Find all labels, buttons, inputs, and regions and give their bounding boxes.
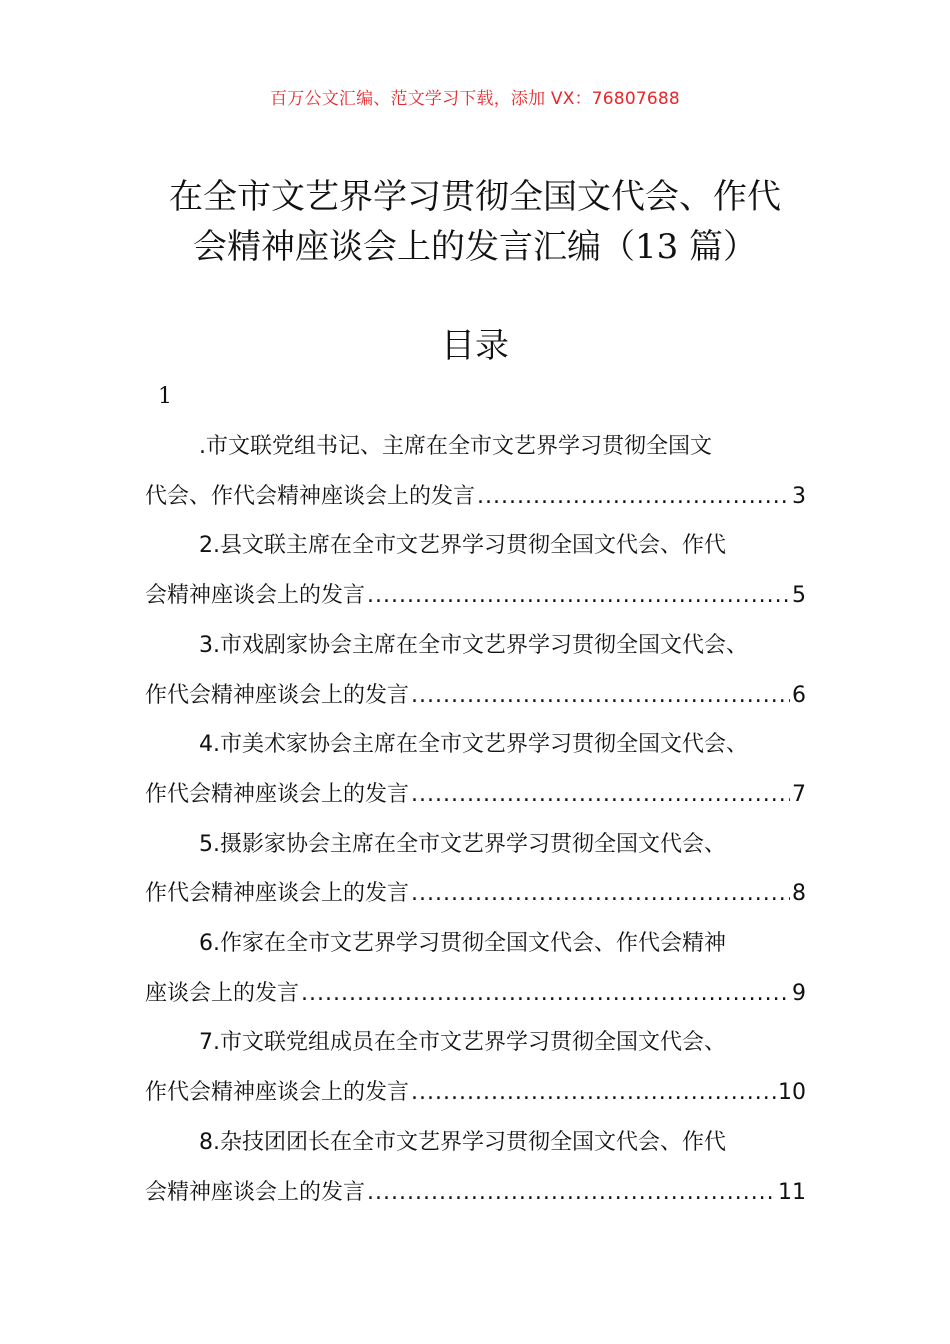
toc-page-number: 11: [778, 1179, 806, 1205]
toc-entry-title-cont: 会精神座谈会上的发言: [145, 1179, 366, 1205]
toc-leader-dots: [411, 671, 790, 721]
toc-entry-1[interactable]: [145, 422, 806, 521]
toc-entry-7[interactable]: [145, 1018, 806, 1117]
toc-entry-title: 3.市戏剧家协会主席在全市文艺界学习贯彻全国文代会、: [199, 632, 748, 658]
header-banner: 百万公文汇编、范文学习下载，添加 VX：76807688: [270, 89, 680, 109]
toc-entry-title-cont: 作代会精神座谈会上的发言: [145, 781, 410, 807]
toc-leader-dots: [411, 1068, 776, 1118]
toc-leader-dots: [411, 869, 790, 919]
toc-page-number: 10: [778, 1080, 806, 1106]
toc-entry-title-cont: 作代会精神座谈会上的发言: [145, 881, 410, 907]
title-count: 13: [634, 227, 679, 267]
toc-entry-title: .市文联党组书记、主席在全市文艺界学习贯彻全国文: [199, 434, 712, 459]
toc-heading: 目录: [441, 326, 509, 366]
toc-leader-dots: [367, 1168, 776, 1218]
toc-entry-title-cont: 代会、作代会精神座谈会上的发言: [145, 483, 476, 509]
toc-entry-title-cont: 作代会精神座谈会上的发言: [145, 682, 410, 708]
document-title: [120, 172, 830, 272]
toc-entry-title: 6.作家在全市文艺界学习贯彻全国文代会、作代会精神: [199, 931, 726, 957]
title-line-2: [120, 222, 830, 272]
toc-entry-6[interactable]: [145, 919, 806, 1018]
title-line-2-prefix: 会精神座谈会上的发言汇编（: [192, 227, 635, 267]
toc-entry-title-cont: 座谈会上的发言: [145, 980, 300, 1006]
toc-page-number: 8: [792, 881, 806, 907]
toc-leader-dots: [477, 472, 790, 522]
title-line-1: 在全市文艺界学习贯彻全国文代会、作代: [169, 177, 781, 217]
toc-leader-dots: [301, 969, 790, 1019]
toc-entry-title-cont: 作代会精神座谈会上的发言: [145, 1080, 410, 1106]
toc-page-number: 9: [792, 980, 806, 1006]
toc-entry-3[interactable]: [145, 621, 806, 720]
toc-page-number: 5: [792, 583, 806, 609]
title-line-2-suffix: 篇）: [678, 227, 758, 267]
toc-entry-title: 4.市美术家协会主席在全市文艺界学习贯彻全国文代会、: [199, 732, 748, 758]
toc-entry-title: 5.摄影家协会主席在全市文艺界学习贯彻全国文代会、: [199, 831, 726, 857]
toc-entry-title-cont: 会精神座谈会上的发言: [145, 583, 366, 609]
toc-stray-number: 1: [158, 384, 172, 409]
toc-entry-2[interactable]: [145, 521, 806, 620]
table-of-contents: [145, 422, 806, 1217]
toc-entry-5[interactable]: [145, 820, 806, 919]
toc-page-number: 7: [792, 781, 806, 807]
toc-page-number: 3: [792, 483, 806, 509]
toc-entry-title: 2.县文联主席在全市文艺界学习贯彻全国文代会、作代: [199, 533, 726, 559]
toc-entry-4[interactable]: [145, 720, 806, 819]
toc-leader-dots: [367, 571, 790, 621]
toc-entry-title: 8.杂技团团长在全市文艺界学习贯彻全国文代会、作代: [199, 1129, 726, 1155]
toc-entry-8[interactable]: [145, 1118, 806, 1217]
toc-leader-dots: [411, 770, 790, 820]
toc-page-number: 6: [792, 682, 806, 708]
toc-entry-title: 7.市文联党组成员在全市文艺界学习贯彻全国文代会、: [199, 1030, 726, 1056]
